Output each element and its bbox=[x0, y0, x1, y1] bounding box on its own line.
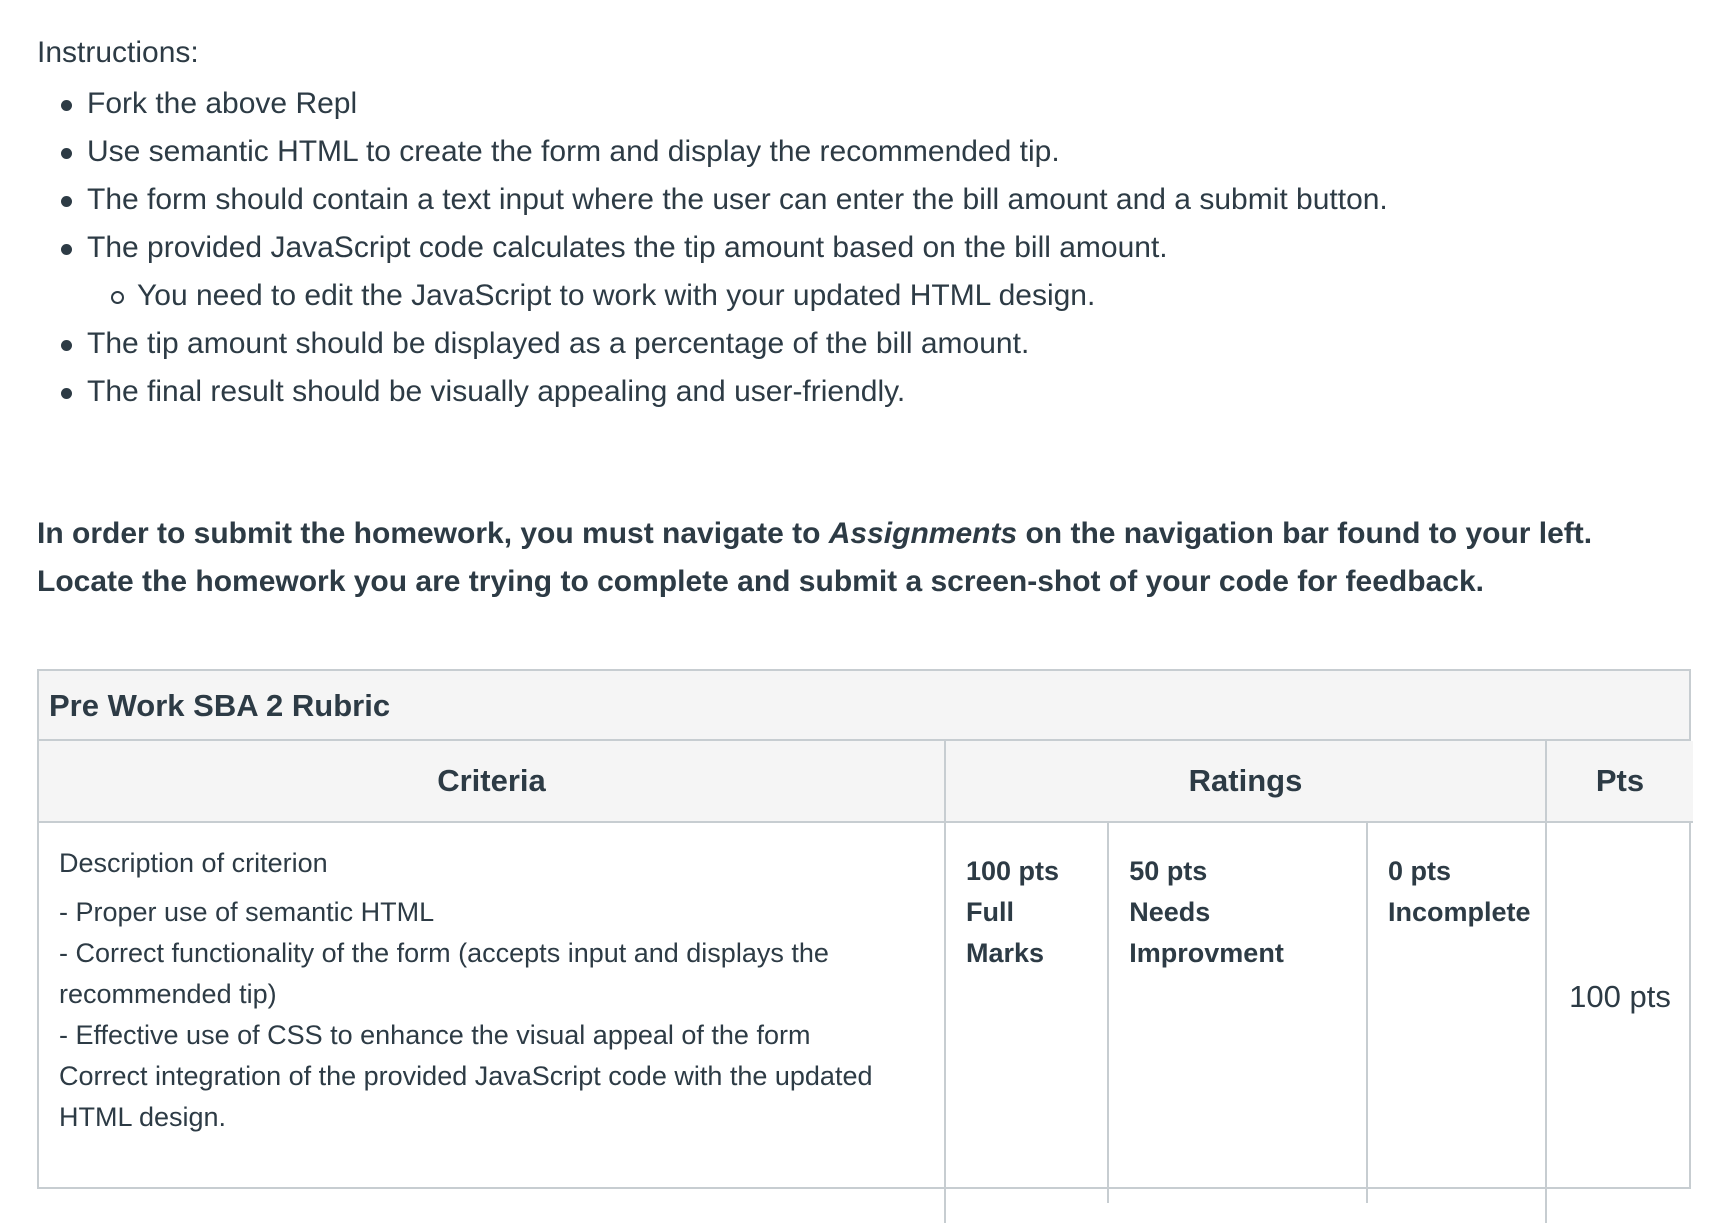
rating-label: Full bbox=[966, 897, 1014, 927]
points-value: 100 pts bbox=[1569, 979, 1671, 1014]
submission-note bbox=[37, 510, 1687, 606]
list-item bbox=[37, 128, 1388, 176]
criterion-line: - Correct functionality of the form (accepts input and displays the recommended tip) bbox=[59, 938, 829, 1009]
criterion-cell bbox=[39, 822, 945, 1223]
list-item-text: The provided JavaScript code calculates the tip amount based on the bill amount. bbox=[87, 231, 1168, 264]
ratings-cell bbox=[945, 822, 1546, 1223]
sublist-item bbox=[87, 272, 1388, 320]
list-item-text: The final result should be visually appealing and user-friendly. bbox=[87, 375, 906, 408]
rubric-title: Pre Work SBA 2 Rubric bbox=[39, 671, 1689, 741]
list-item-text: The tip amount should be displayed as a percentage of the bill amount. bbox=[87, 327, 1030, 360]
bullet-icon bbox=[61, 196, 72, 207]
sublist-item-text: You need to edit the JavaScript to work with your updated HTML design. bbox=[137, 279, 1096, 312]
list-item-text: Fork the above Repl bbox=[87, 87, 358, 120]
rating-label: Incomplete bbox=[1388, 897, 1531, 927]
rubric-header-row bbox=[39, 741, 1693, 822]
criterion-description: Description of criterion bbox=[59, 848, 328, 878]
criterion-line: - Effective use of CSS to enhance the visual appeal of the form bbox=[59, 1020, 811, 1050]
rating-label: Marks bbox=[966, 938, 1045, 968]
list-item-text: Use semantic HTML to create the form and display the recommended tip. bbox=[87, 135, 1060, 168]
rating-incomplete[interactable] bbox=[1366, 823, 1545, 1203]
rating-points: 100 pts bbox=[966, 856, 1060, 886]
rating-points: 0 pts bbox=[1388, 856, 1452, 886]
rating-needs-improvement[interactable] bbox=[1107, 823, 1366, 1203]
rubric-table bbox=[39, 741, 1693, 1223]
list-item-text: The form should contain a text input where the user can enter the bill amount and a submit button. bbox=[87, 183, 1388, 216]
list-item bbox=[37, 368, 1388, 416]
rating-full-marks[interactable] bbox=[946, 823, 1107, 1203]
rubric-row bbox=[39, 822, 1693, 1223]
bullet-icon bbox=[61, 148, 72, 159]
hollow-bullet-icon bbox=[111, 291, 124, 304]
bullet-icon bbox=[61, 388, 72, 399]
rubric bbox=[37, 669, 1691, 1189]
bullet-icon bbox=[61, 244, 72, 255]
points-cell bbox=[1546, 822, 1693, 1223]
instructions-list bbox=[37, 80, 1388, 416]
rating-points: 50 pts bbox=[1129, 856, 1208, 886]
submission-note-start: In order to submit the homework, you must navigate to bbox=[37, 517, 829, 550]
instructions-sublist bbox=[87, 272, 1388, 320]
bullet-icon bbox=[61, 100, 72, 111]
list-item bbox=[37, 80, 1388, 128]
submission-note-end: on the navigation bar found to your left. Locate the homework you are trying to complete and submit a screen-shot of your code for feedback. bbox=[37, 517, 1593, 598]
ratings-group bbox=[946, 823, 1545, 1203]
list-item bbox=[37, 320, 1388, 368]
criterion-line: - Proper use of semantic HTML bbox=[59, 897, 435, 927]
rating-label: Improvment bbox=[1129, 938, 1284, 968]
list-item bbox=[37, 224, 1388, 320]
criterion-line: Correct integration of the provided JavaScript code with the updated HTML design. bbox=[59, 1061, 873, 1132]
bullet-icon bbox=[61, 340, 72, 351]
ratings-header: Ratings bbox=[945, 741, 1546, 822]
list-item bbox=[37, 176, 1388, 224]
instructions-heading: Instructions: bbox=[37, 36, 199, 69]
rating-label: Needs bbox=[1129, 897, 1211, 927]
assignments-emphasis: Assignments bbox=[828, 517, 1018, 550]
pts-header: Pts bbox=[1546, 741, 1693, 822]
criteria-header: Criteria bbox=[39, 741, 945, 822]
